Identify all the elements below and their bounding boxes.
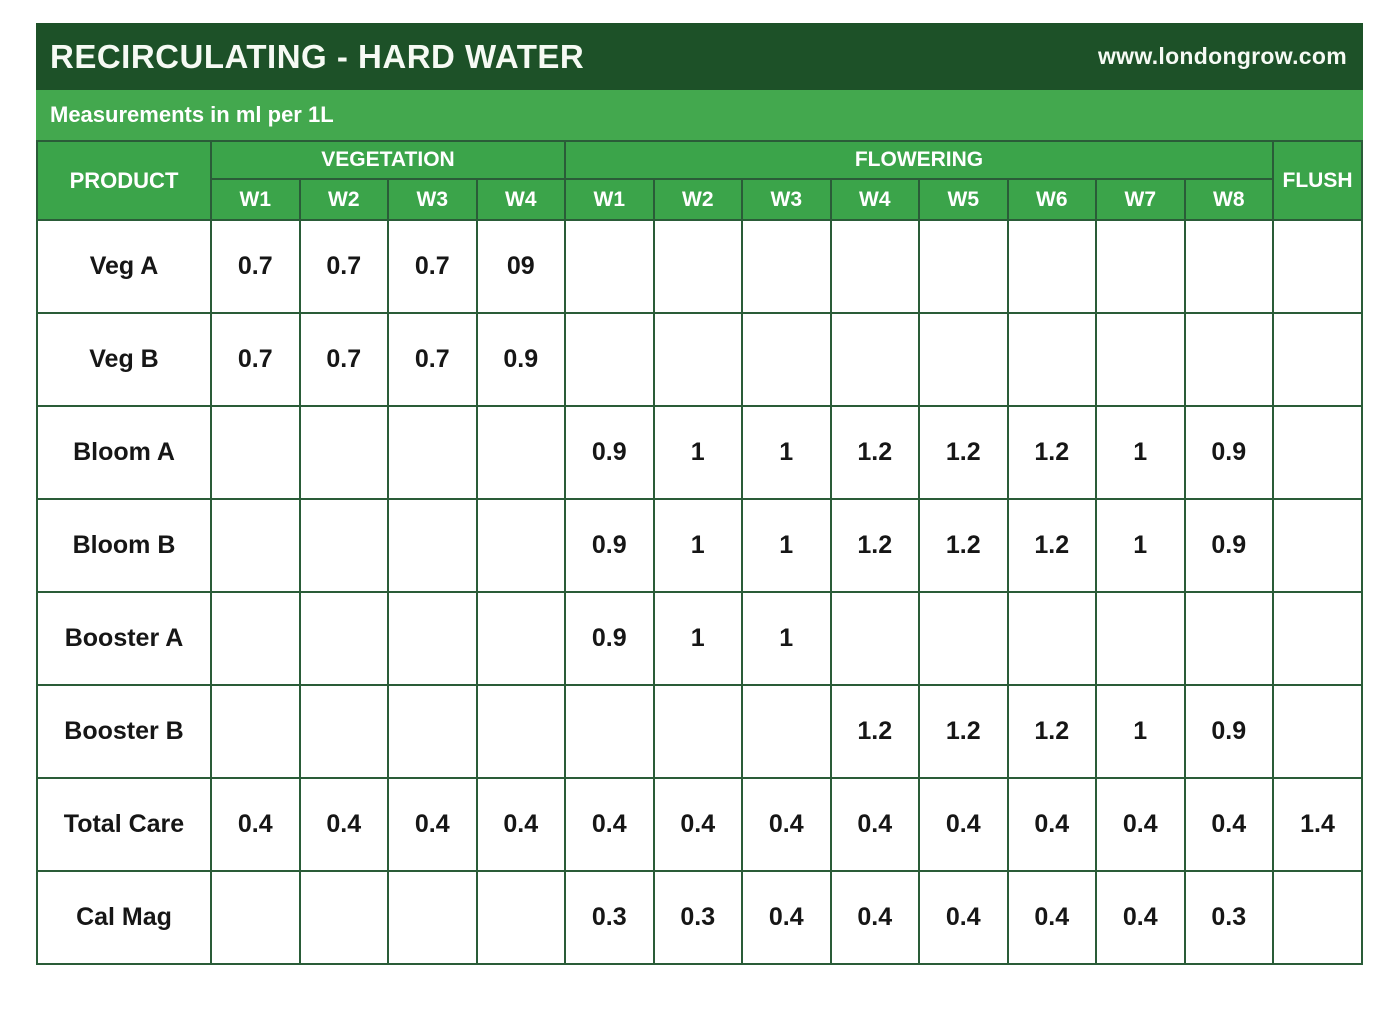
- table-head: [37, 141, 1362, 220]
- value-cell: 0.9: [1185, 499, 1274, 592]
- week-header-flowering-w6: W6: [1008, 179, 1097, 220]
- value-cell: [742, 685, 831, 778]
- product-cell: Booster A: [37, 592, 211, 685]
- flush-cell: [1273, 499, 1362, 592]
- product-cell: Bloom B: [37, 499, 211, 592]
- value-cell: [831, 592, 920, 685]
- value-cell: 1.2: [919, 406, 1008, 499]
- value-cell: 0.4: [831, 778, 920, 871]
- flush-cell: [1273, 592, 1362, 685]
- value-cell: [742, 220, 831, 313]
- value-cell: [1008, 592, 1097, 685]
- value-cell: [1008, 313, 1097, 406]
- week-header-flowering-w7: W7: [1096, 179, 1185, 220]
- value-cell: [300, 871, 389, 964]
- value-cell: [477, 592, 566, 685]
- header-group-row: [37, 141, 1362, 179]
- value-cell: [211, 499, 300, 592]
- week-header-vegetation-w4: W4: [477, 179, 566, 220]
- table-row: [37, 220, 1362, 313]
- value-cell: 0.4: [1096, 871, 1185, 964]
- flush-cell: 1.4: [1273, 778, 1362, 871]
- value-cell: 0.7: [211, 220, 300, 313]
- flush-cell: [1273, 220, 1362, 313]
- value-cell: 0.4: [831, 871, 920, 964]
- value-cell: [300, 499, 389, 592]
- title-bar: [36, 23, 1363, 90]
- product-cell: Total Care: [37, 778, 211, 871]
- page-title: RECIRCULATING - HARD WATER: [50, 37, 585, 75]
- value-cell: 1.2: [1008, 685, 1097, 778]
- value-cell: 1: [742, 406, 831, 499]
- value-cell: 1: [1096, 406, 1185, 499]
- value-cell: 1: [742, 499, 831, 592]
- value-cell: 09: [477, 220, 566, 313]
- value-cell: 1.2: [919, 685, 1008, 778]
- value-cell: 1.2: [831, 685, 920, 778]
- value-cell: [388, 406, 477, 499]
- value-cell: 0.7: [388, 313, 477, 406]
- value-cell: 0.4: [211, 778, 300, 871]
- value-cell: 0.9: [565, 592, 654, 685]
- value-cell: [211, 871, 300, 964]
- value-cell: 1.2: [919, 499, 1008, 592]
- value-cell: [300, 592, 389, 685]
- value-cell: [1185, 592, 1274, 685]
- value-cell: 1: [654, 406, 743, 499]
- week-header-flowering-w1: W1: [565, 179, 654, 220]
- value-cell: [831, 313, 920, 406]
- value-cell: 1.2: [1008, 499, 1097, 592]
- value-cell: [1096, 313, 1185, 406]
- value-cell: 1: [742, 592, 831, 685]
- group-header-flowering: FLOWERING: [565, 141, 1273, 179]
- value-cell: 0.4: [300, 778, 389, 871]
- value-cell: [477, 406, 566, 499]
- value-cell: 1: [654, 592, 743, 685]
- table-row: [37, 871, 1362, 964]
- value-cell: [388, 685, 477, 778]
- value-cell: [211, 406, 300, 499]
- value-cell: [1185, 220, 1274, 313]
- value-cell: [654, 313, 743, 406]
- value-cell: 0.7: [300, 313, 389, 406]
- product-column-header: PRODUCT: [37, 141, 211, 220]
- value-cell: 0.4: [1185, 778, 1274, 871]
- value-cell: 0.4: [1096, 778, 1185, 871]
- value-cell: 0.4: [477, 778, 566, 871]
- value-cell: 0.4: [654, 778, 743, 871]
- value-cell: 1.2: [831, 406, 920, 499]
- value-cell: [654, 685, 743, 778]
- product-cell: Bloom A: [37, 406, 211, 499]
- week-header-flowering-w2: W2: [654, 179, 743, 220]
- group-header-vegetation: VEGETATION: [211, 141, 565, 179]
- value-cell: [477, 871, 566, 964]
- value-cell: [300, 406, 389, 499]
- value-cell: 0.3: [654, 871, 743, 964]
- week-header-flowering-w5: W5: [919, 179, 1008, 220]
- value-cell: 0.7: [211, 313, 300, 406]
- value-cell: 0.9: [565, 499, 654, 592]
- value-cell: 0.9: [1185, 406, 1274, 499]
- value-cell: 0.4: [919, 871, 1008, 964]
- value-cell: 1.2: [1008, 406, 1097, 499]
- value-cell: [565, 685, 654, 778]
- table-row: [37, 406, 1362, 499]
- header-week-row: [37, 179, 1362, 220]
- value-cell: 0.4: [388, 778, 477, 871]
- value-cell: [565, 313, 654, 406]
- value-cell: [919, 220, 1008, 313]
- value-cell: [477, 685, 566, 778]
- value-cell: [1185, 313, 1274, 406]
- table-body: [37, 220, 1362, 964]
- value-cell: 0.4: [1008, 778, 1097, 871]
- value-cell: [477, 499, 566, 592]
- flush-cell: [1273, 406, 1362, 499]
- week-header-flowering-w8: W8: [1185, 179, 1274, 220]
- value-cell: [565, 220, 654, 313]
- value-cell: [831, 220, 920, 313]
- value-cell: 0.4: [742, 778, 831, 871]
- week-header-flowering-w4: W4: [831, 179, 920, 220]
- value-cell: [211, 685, 300, 778]
- value-cell: 0.4: [919, 778, 1008, 871]
- chart-content: [36, 23, 1363, 965]
- value-cell: [742, 313, 831, 406]
- value-cell: 0.9: [565, 406, 654, 499]
- value-cell: 0.7: [388, 220, 477, 313]
- value-cell: 0.4: [1008, 871, 1097, 964]
- week-header-vegetation-w2: W2: [300, 179, 389, 220]
- value-cell: [388, 499, 477, 592]
- product-cell: Veg A: [37, 220, 211, 313]
- table-row: [37, 313, 1362, 406]
- product-cell: Cal Mag: [37, 871, 211, 964]
- value-cell: 1.2: [831, 499, 920, 592]
- value-cell: 1: [1096, 499, 1185, 592]
- week-header-vegetation-w1: W1: [211, 179, 300, 220]
- value-cell: [1096, 592, 1185, 685]
- table-row: [37, 499, 1362, 592]
- table-row: [37, 778, 1362, 871]
- product-cell: Veg B: [37, 313, 211, 406]
- value-cell: 0.3: [1185, 871, 1274, 964]
- value-cell: [919, 592, 1008, 685]
- value-cell: 0.4: [565, 778, 654, 871]
- value-cell: [211, 592, 300, 685]
- value-cell: 1: [1096, 685, 1185, 778]
- units-bar: [36, 90, 1363, 140]
- value-cell: [919, 313, 1008, 406]
- table-row: [37, 592, 1362, 685]
- flush-cell: [1273, 313, 1362, 406]
- value-cell: 0.9: [477, 313, 566, 406]
- value-cell: 0.4: [742, 871, 831, 964]
- value-cell: [388, 592, 477, 685]
- flush-cell: [1273, 871, 1362, 964]
- value-cell: 0.9: [1185, 685, 1274, 778]
- feeding-chart-table: [36, 140, 1363, 965]
- product-cell: Booster B: [37, 685, 211, 778]
- value-cell: 0.3: [565, 871, 654, 964]
- flush-cell: [1273, 685, 1362, 778]
- value-cell: [300, 685, 389, 778]
- flush-column-header: FLUSH: [1273, 141, 1362, 220]
- units-note: Measurements in ml per 1L: [50, 102, 334, 127]
- week-header-vegetation-w3: W3: [388, 179, 477, 220]
- week-header-flowering-w3: W3: [742, 179, 831, 220]
- value-cell: [388, 871, 477, 964]
- website-url: www.londongrow.com: [1097, 43, 1347, 69]
- value-cell: [1096, 220, 1185, 313]
- table-row: [37, 685, 1362, 778]
- value-cell: [654, 220, 743, 313]
- value-cell: [1008, 220, 1097, 313]
- value-cell: 0.7: [300, 220, 389, 313]
- value-cell: 1: [654, 499, 743, 592]
